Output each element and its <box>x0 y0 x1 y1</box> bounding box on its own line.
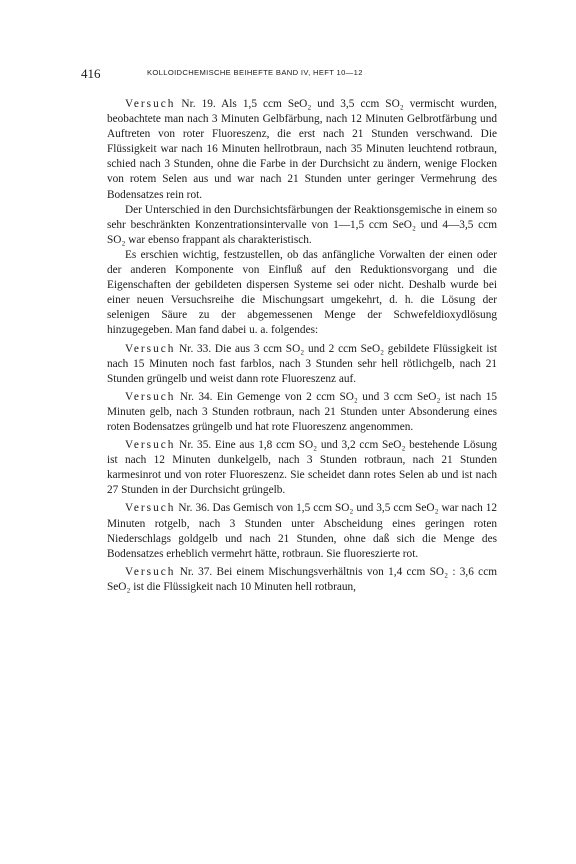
experiment-label: Versuch <box>125 439 176 452</box>
paragraph-text: Es erschien wichtig, festzustellen, ob das anfängliche Vorwalten der einen oder der anderen Komponente von Einfluß auf den Reduktionsvorgang und die Eigenschaften der gebildeten dispersen Systeme sei oder nicht. Deshalb wurde bei einer neuen Versuchsreihe die Mischungsart umgekehrt, d. h. die Lösung der selenigen Säure zu der abgemessenen Menge der Schwefeldioxydlösung hinzugegeben. Man fand dabei u. a. folgendes: <box>107 248 497 337</box>
paragraph <box>107 203 497 248</box>
paragraph <box>107 438 497 498</box>
paragraph-text: Nr. 36. Das Gemisch von 1,5 ccm SO₂ und 3,5 ccm SeO₂ war nach 12 Minuten rotgelb, nach 3 Stunden unter Abscheidung eines geringen roten Niederschlags goldgelb und nach 21 Stunden, ohne daß sich die Menge des Bodensatzes erheblich vermehrt hätte, rotbraun. Sie fluoreszierte rot. <box>107 502 497 560</box>
paragraph-text: Nr. 33. Die aus 3 ccm SO₂ und 2 ccm SeO₂ gebildete Flüssigkeit ist nach 15 Minuten noch fast farblos, nach 3 Stunden sehr hell rötlichgelb, nach 21 Stunden grüngelb und weist dann rote Fluoreszenz auf. <box>107 342 497 385</box>
experiment-label: Versuch <box>125 390 176 403</box>
paragraph-text: Nr. 35. Eine aus 1,8 ccm SO₂ und 3,2 ccm SeO₂ bestehende Lösung ist nach 12 Minuten dunkelgelb, nach 3 Stunden rotbraun, nach 21 Stunden karmesinrot und von roter Fluoreszenz. Sie scheidet dann rotes Selen ab und ist nach 27 Stunden in der Durchsicht grüngelb. <box>107 439 497 497</box>
experiment-label: Versuch <box>125 98 176 110</box>
paragraph-text: Nr. 37. Bei einem Mischungsverhältnis von 1,4 ccm SO₂ : 3,6 ccm SeO₂ ist die Flüssigkeit nach 10 Minuten hell rotbraun, <box>107 565 497 593</box>
paragraph-text: Nr. 34. Ein Gemenge von 2 ccm SO₂ und 3 ccm SeO₂ ist nach 15 Minuten gelb, nach 3 Stunden rotbraun, nach 21 Stunden unter Absonderung eines roten Bodensatzes grüngelb und hat rote Fluoreszenz angenommen. <box>107 390 497 433</box>
paragraph <box>107 390 497 435</box>
experiment-label: Versuch <box>125 502 176 515</box>
page-number: 416 <box>81 66 101 81</box>
paragraph <box>107 501 497 561</box>
paragraph <box>107 97 497 203</box>
running-head: KOLLOIDCHEMISCHE BEIHEFTE BAND IV, HEFT 10—12 <box>147 68 363 77</box>
paragraph <box>107 565 497 595</box>
paragraph-text: Der Unterschied in den Durchsichtsfärbungen der Reaktionsgemische in einem so sehr beschränkten Konzentrationsintervalle von 1—1,5 ccm SeO₂ und 4—3,5 ccm SO₂ war ebenso frappant als charakteristisch. <box>107 203 497 246</box>
page-header <box>81 66 501 82</box>
paragraph <box>107 342 497 387</box>
paragraph-text: Nr. 19. Als 1,5 ccm SeO₂ und 3,5 ccm SO₂ vermischt wurden, beobachtete man nach 3 Minuten Gelbfärbung, nach 12 Minuten Gelbrotfärbung und Auftreten von roter Fluoreszenz, die erst nach 21 Stunden verschwand. Die Flüssigkeit war nach 16 Minuten hellrotbraun, nach 35 Minuten leuchtend rotbraun, schied nach 3 Stunden, ohne die Farbe in der Durchsicht zu ändern, wenige Flocken von rotem Selen aus und war nach 21 Stunden unter geringer Vermehrung des Bodensatzes rein rot. <box>107 98 497 201</box>
body-text <box>107 97 497 595</box>
experiment-label: Versuch <box>125 342 176 355</box>
experiment-label: Versuch <box>125 565 176 578</box>
paragraph <box>107 248 497 339</box>
